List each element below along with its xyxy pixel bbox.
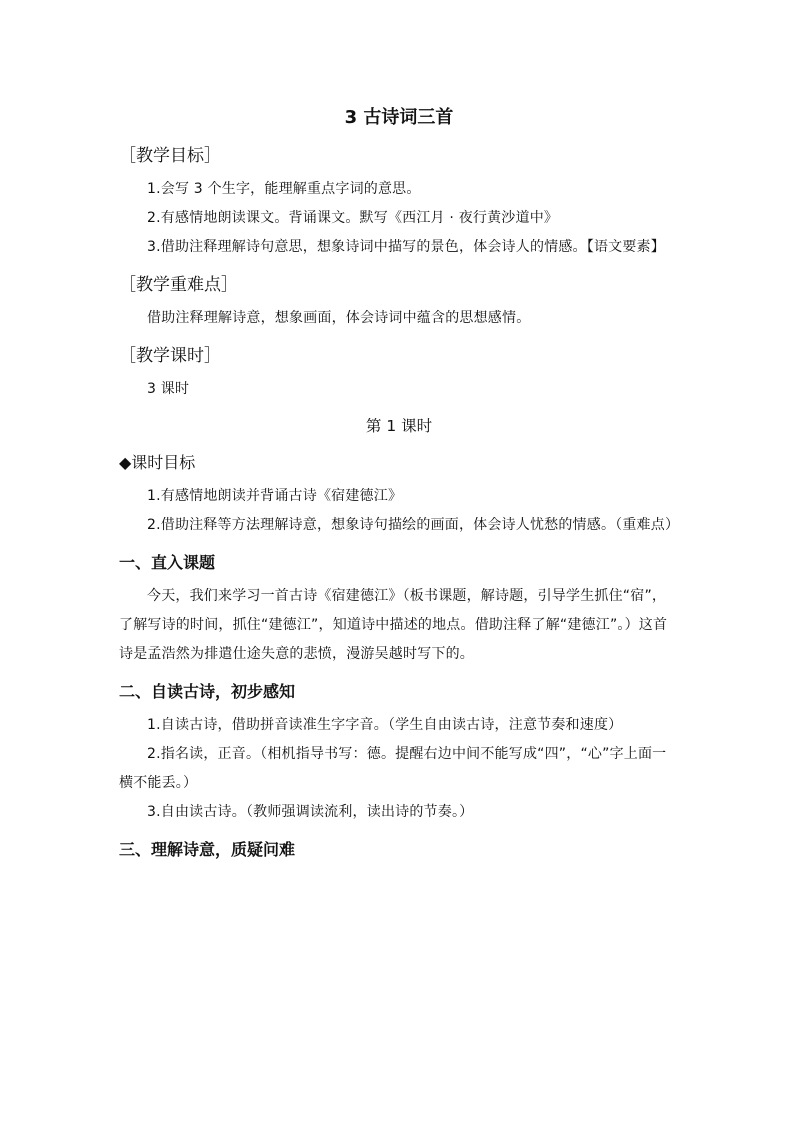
lesson-title: 第 1 课时 — [365, 417, 433, 435]
periods-text: 3 课时 — [147, 381, 190, 397]
section-heading-key-points: ［教学重难点］ — [119, 275, 238, 295]
part-heading-2: 二、自读古诗，初步感知 — [119, 682, 296, 701]
document-body — [119, 105, 679, 869]
part-2-step-3: 3.自由读古诗。（教师强调读流利，读出诗的节奏。） — [147, 804, 474, 820]
lesson-goals-heading: ◆课时目标 — [119, 453, 196, 472]
page-title: 3 古诗词三首 — [344, 107, 454, 128]
part-2-step-2: 2.指名读，正音。（相机指导书写：德。提醒右边中间不能写成“四”，“心”字上面一横不能丢。） — [119, 746, 667, 791]
part-1-text: 今天，我们来学习一首古诗《宿建德江》（板书课题，解诗题，引导学生抓住“宿”，了解写诗的时间，抓住“建德江”，知道诗中描述的地点。借助注释了解“建德江”。）这首诗是孟浩然为排遣仕途失意的悲愤，漫游吴越时写下的。 — [119, 588, 668, 662]
key-points-text: 借助注释理解诗意，想象画面，体会诗词中蕴含的思想感情。 — [147, 310, 531, 326]
part-heading-3: 三、理解诗意，质疑问难 — [119, 840, 296, 859]
goal-item-1: 1.会写 3 个生字，能理解重点字词的意思。 — [147, 181, 421, 197]
goal-item-2: 2.有感情地朗读课文。背诵课文。默写《西江月 · 夜行黄沙道中》 — [147, 210, 559, 226]
section-heading-goals: ［教学目标］ — [119, 146, 221, 166]
lesson-goal-1: 1.有感情地朗读并背诵古诗《宿建德江》 — [147, 488, 403, 504]
section-heading-periods: ［教学课时］ — [119, 346, 221, 366]
lesson-goal-2: 2.借助注释等方法理解诗意，想象诗句描绘的画面，体会诗人忧愁的情感。（重难点） — [147, 517, 680, 533]
part-heading-1: 一、直入课题 — [119, 553, 216, 572]
part-2-step-1: 1.自读古诗，借助拼音读准生字字音。（学生自由读古诗，注意节奏和速度） — [147, 717, 623, 733]
goal-item-3: 3.借助注释理解诗句意思，想象诗词中描写的景色，体会诗人的情感。【语文要素】 — [147, 239, 665, 255]
